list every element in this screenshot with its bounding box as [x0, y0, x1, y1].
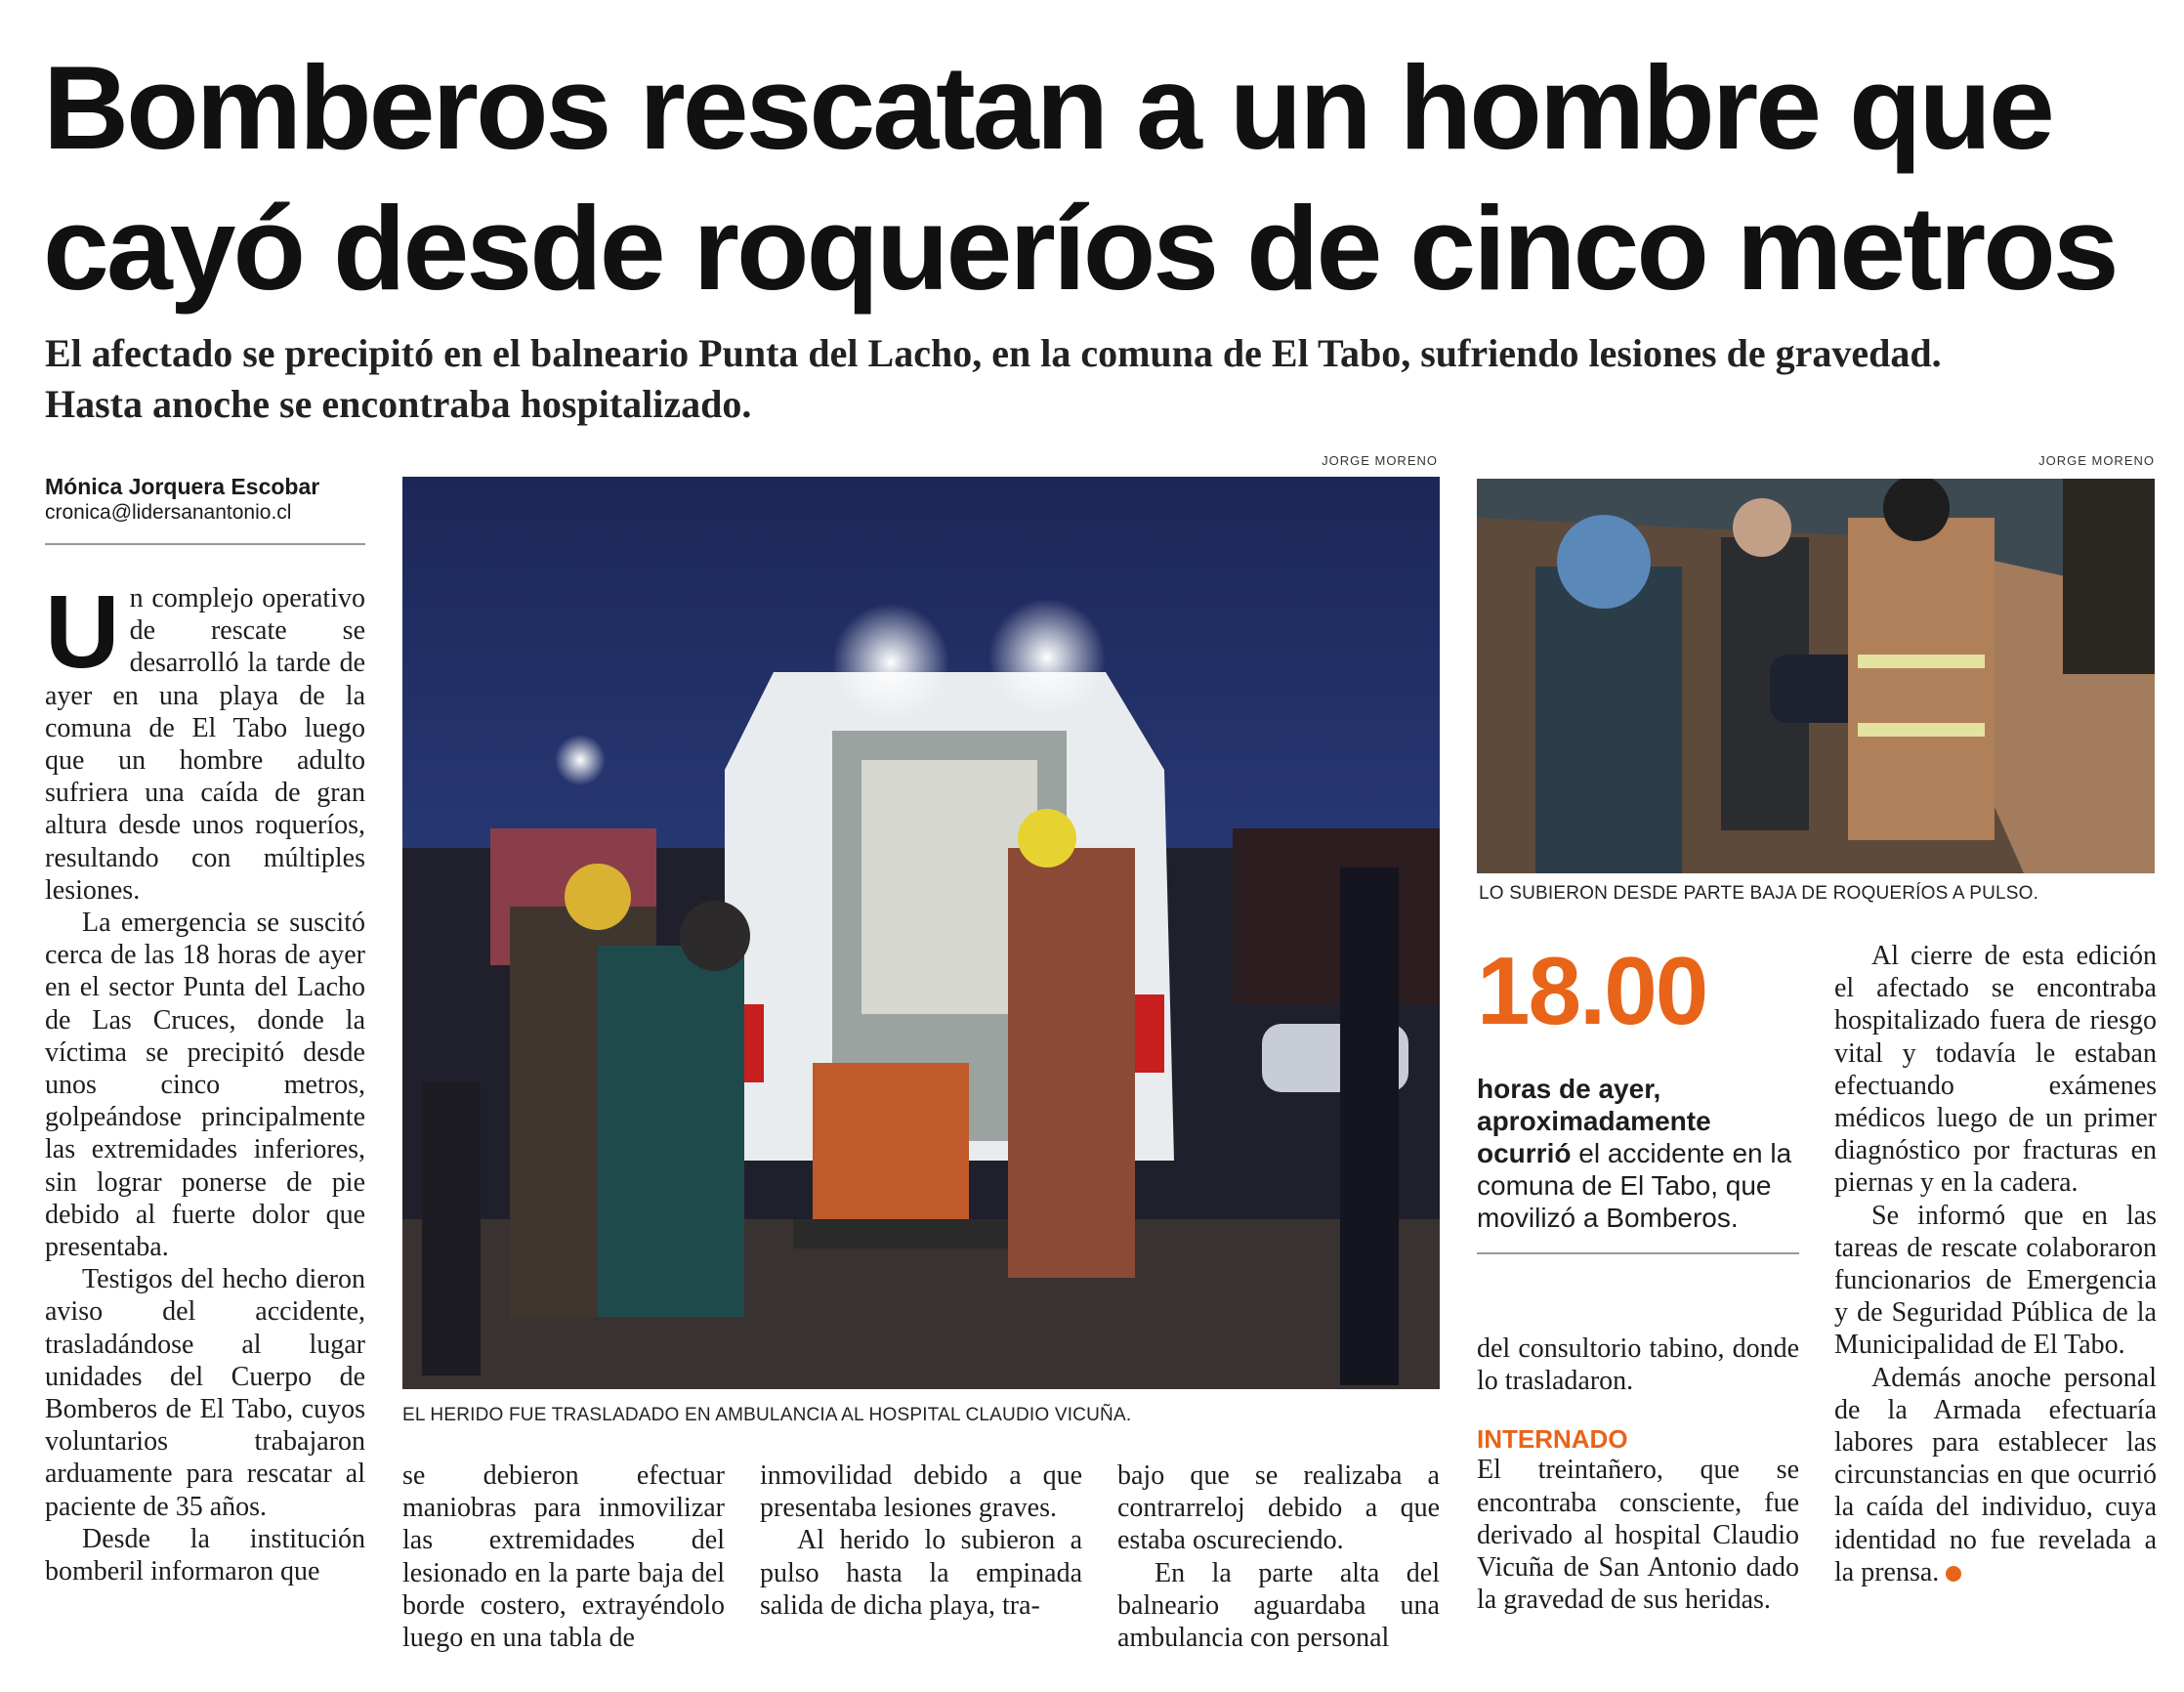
drop-cap: U — [45, 574, 120, 690]
col5-text-a: del consultorio tabino, donde lo trasladaron. — [1477, 1333, 1799, 1397]
col4-text-b: En la parte alta del balneario aguardaba una ambulancia con personal — [1117, 1557, 1440, 1654]
factoid-divider — [1477, 1252, 1799, 1254]
article-column-6 — [1834, 940, 2157, 1588]
main-photo-credit: JORGE MORENO — [1322, 453, 1438, 468]
ambulance-photo-image — [402, 477, 1440, 1389]
paragraph-4-start: Desde la institución bomberil informaron que — [45, 1523, 365, 1587]
col5-text-b: El treintañero, que se encontraba consciente, fue derivado al hospital Claudio Vicuña de San Antonio dado la gravedad de sus heridas. — [1477, 1455, 1799, 1616]
side-photo-credit: JORGE MORENO — [2038, 453, 2155, 468]
col3-text-b: Al herido lo subieron a pulso hasta la empinada salida de dicha playa, tra- — [760, 1525, 1082, 1621]
article-column-5 — [1477, 1332, 1799, 1616]
col6-text-a: Al cierre de esta edición el afectado se encontraba hospitalizado fuera de riesgo vital y todavía le estaban efectuando exámenes médicos luego de un primer diagnóstico por fracturas en piernas y en la cadera. — [1834, 941, 2157, 1199]
factoid-bold-text: horas de ayer, aproximadamente ocurrió — [1477, 1074, 1711, 1168]
paragraph-1-text: n complejo operativo de rescate se desarrolló la tarde de ayer en una playa de la comuna de El Tabo luego que un hombre adulto sufriera una caída de gran altura desde unos roqueríos, resultando con múltiples lesiones. — [45, 583, 365, 906]
article-column-2 — [402, 1459, 725, 1654]
factoid-number: 18.00 — [1477, 937, 1707, 1044]
headline — [43, 37, 2172, 318]
factoid-regular-text: el accidente en la comuna de El Tabo, que movilizó a Bomberos. — [1477, 1138, 1792, 1233]
article-column-1 — [45, 574, 365, 1587]
ambulance-photo — [402, 477, 1440, 1389]
subheadline-line-2: Hasta anoche se encontraba hospitalizado. — [45, 382, 752, 426]
headline-line-2: cayó desde roqueríos de cinco metros — [43, 182, 2117, 315]
side-photo-caption: LO SUBIERON DESDE PARTE BAJA DE ROQUERÍOS A PULSO. — [1479, 883, 2039, 904]
byline-divider — [45, 543, 365, 545]
col6-text-c — [1834, 1362, 2157, 1588]
col4-text-a: bajo que se realizaba a contrarreloj debido a que estaba oscureciendo. — [1117, 1460, 1440, 1556]
col6-text-c-body: Además anoche personal de la Armada efectuaría labores para establecer las circunstancias en que ocurrió la caída del individuo, cuya identidad no fue revelada a la prensa. — [1834, 1362, 2157, 1587]
paragraph-2: La emergencia se suscitó cerca de las 18 horas de ayer en el sector Punta del Lacho de Las Cruces, donde la víctima se precipitó desde unos cinco metros, golpeándose principalmente las extremidades inferiores, sin lograr ponerse de pie debido al fuerte dolor que presentaba. — [45, 908, 365, 1263]
factoid-text — [1477, 1073, 1801, 1234]
end-of-article-icon: ✕ — [1946, 1566, 1961, 1582]
byline — [45, 473, 367, 526]
section-subhead: INTERNADO — [1477, 1424, 1628, 1455]
author-email: cronica@lidersanantonio.cl — [45, 501, 292, 524]
subheadline — [45, 328, 2174, 430]
author-name: Mónica Jorquera Escobar — [45, 474, 320, 499]
paragraph-1 — [45, 574, 365, 907]
article-column-4 — [1117, 1459, 1440, 1654]
rescue-photo — [1477, 479, 2155, 873]
col3-text-a: inmovilidad debido a que presentaba lesiones graves. — [760, 1460, 1082, 1524]
col2-text: se debieron efectuar maniobras para inmovilizar las extremidades del lesionado en la parte baja del borde costero, extrayéndolo luego en una tabla de — [402, 1460, 725, 1654]
col6-text-b: Se informó que en las tareas de rescate colaboraron funcionarios de Emergencia y de Seguridad Pública de la Municipalidad de El Tabo. — [1834, 1200, 2157, 1361]
paragraph-3: Testigos del hecho dieron aviso del accidente, trasladándose al lugar unidades del Cuerpo de Bomberos de El Tabo, cuyos voluntarios trabajaron arduamente para rescatar al paciente de 35 años. — [45, 1264, 365, 1522]
subheadline-line-1: El afectado se precipitó en el balneario Punta del Lacho, en la comuna de El Tabo, sufriendo lesiones de gravedad. — [45, 331, 1942, 375]
headline-line-1: Bomberos rescatan a un hombre que — [43, 41, 2052, 174]
article-column-3 — [760, 1459, 1082, 1622]
rescue-photo-image — [1477, 479, 2155, 873]
main-photo-caption: EL HERIDO FUE TRASLADADO EN AMBULANCIA AL HOSPITAL CLAUDIO VICUÑA. — [402, 1405, 1132, 1425]
